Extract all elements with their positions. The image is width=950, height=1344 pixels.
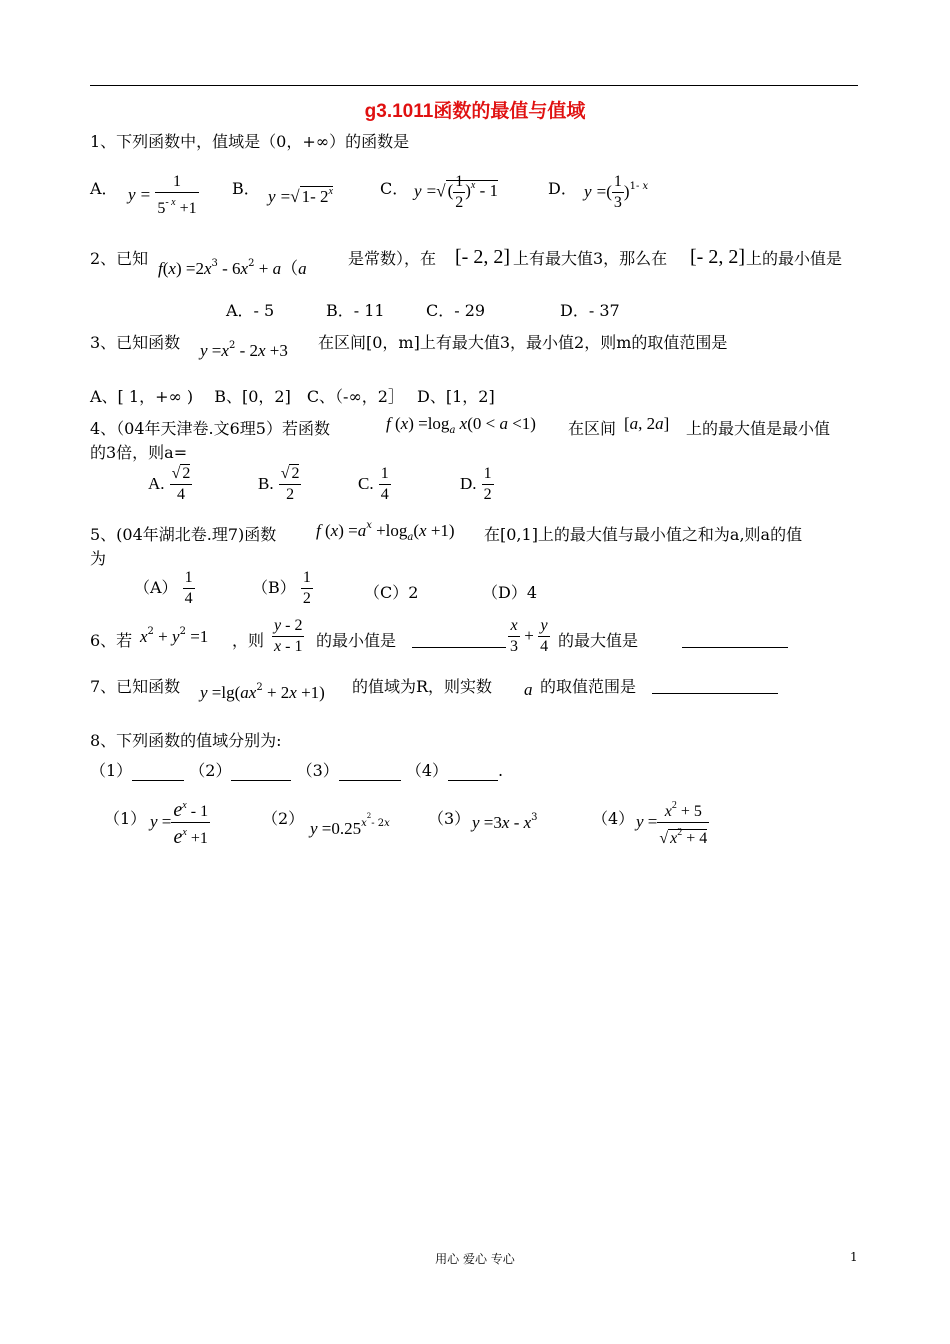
q3-options: A、[ 1，+∞ ) B、[0，2] C、（-∞，2］ D、[1，2] (90, 387, 495, 406)
q6-stem-b: ，则 (232, 631, 265, 650)
q7-stem-b: 的值域为R，则实数 (352, 677, 493, 696)
q4-option-a: A. $\frac{√ 2}{4}$ (148, 465, 191, 503)
q8-label-3: （3） (428, 809, 471, 828)
q5-option-c: （C）2 (364, 583, 419, 602)
q6-answer-blank-2[interactable] (682, 628, 788, 648)
q8-answer-blanks: （1） （2） （3） （4） . (90, 761, 504, 780)
q8-blank-1[interactable] (132, 761, 184, 781)
q5-option-d: （D）4 (482, 583, 538, 602)
q8-label-2: （2） (262, 809, 305, 828)
q1-option-a-formula: y = $\frac{1}{5^{- x} +1}$ (128, 173, 197, 217)
q3-stem-a: 3、已知函数 (90, 333, 181, 352)
q6-expression: $\frac{x}{3}$ + $\frac{y}{4}$ (510, 617, 549, 655)
q7-stem-c: 的取值范围是 (540, 677, 637, 696)
q6-stem-c: 的最小值是 (316, 631, 397, 650)
q4-function: f $(x) =\log_a$ x(0 < a <1) (386, 414, 536, 436)
q2-stem-d: 上的最小值是 (746, 249, 843, 268)
q5-option-b: （B） $\frac{1}{2}$ (252, 569, 311, 607)
q6-stem-d: 的最大值是 (558, 631, 639, 650)
q1-option-d-label: D． (548, 179, 577, 198)
q7-function: $y =\lg(ax^2 + 2x +1)$ (200, 682, 325, 702)
q2-stem-a: 2、已知 (90, 249, 149, 268)
q8-label-4: （4） (592, 809, 635, 828)
q7-stem-a: 7、已知函数 (90, 677, 181, 696)
q4-stem-b: 在区间 (568, 419, 617, 438)
q8-blank-4[interactable] (448, 761, 498, 781)
q8-blank-3[interactable] (339, 761, 401, 781)
q4-option-c: C. $\frac{1}{4}$ (358, 465, 389, 503)
q8-function-1: y = $\frac{e^x - 1}{e^x +1}$ (150, 796, 210, 849)
q3-function: $y =x^2 - 2x +3$ (200, 340, 288, 360)
q5-stem-b: 在[0,1]上的最大值与最小值之和为a,则a的值 (484, 525, 803, 544)
q1-option-c-label: C． (380, 179, 409, 198)
q4-option-b: B. $\frac{√ 2}{2}$ (258, 465, 300, 503)
q4-stem-a: 4、（04年天津卷.文6理5）若函数 (90, 419, 330, 438)
page-number: 1 (850, 1250, 858, 1264)
q8-blank-2[interactable] (231, 761, 291, 781)
q6-equation: $x^2 + y^2 =1$ (140, 626, 209, 646)
q5-stem-a: 5、(04年湖北卷.理7)函数 (90, 525, 277, 544)
q2-function: $f(x) =2x^3 - 6x^2 + a(a$ (158, 258, 307, 278)
q5-stem-c: 为 (90, 549, 107, 568)
q2-option-d: D．- 37 (560, 301, 620, 320)
q1-option-a-label: A． (90, 179, 118, 198)
q8-blank-label-3: （3） (296, 761, 339, 780)
q1-option-b-formula: y =√ 1- 2$^x$ (268, 186, 333, 206)
q8-label-1: （1） (104, 809, 147, 828)
q5-function: f $(x) =a^x +\log_a(x +1)$ (316, 520, 455, 543)
q8-stem: 8、下列函数的值域分别为: (90, 731, 282, 750)
header-rule (90, 85, 858, 86)
q8-blank-label-1: （1） (90, 761, 133, 780)
q2-option-b: B．- 11 (326, 301, 385, 320)
q8-blank-label-2: （2） (189, 761, 232, 780)
q2-interval-1: [- 2, 2] (455, 246, 510, 268)
page-footer: 用心 爱心 专心 (435, 1252, 515, 1266)
q7-answer-blank[interactable] (652, 674, 778, 694)
q1-stem: 1、下列函数中，值域是（0，+∞）的函数是 (90, 132, 410, 151)
q7-variable-a: a (524, 680, 533, 699)
q2-option-a: A．- 5 (226, 301, 275, 320)
q2-option-c: C．- 29 (426, 301, 486, 320)
q8-function-4: y = $\frac{x^2 + 5}{√ x^2 + 4}$ (636, 796, 709, 849)
q1-option-b-label: B． (232, 179, 260, 198)
q2-stem-c: 上有最大值3，那么在 (513, 249, 668, 268)
q6-fraction: $\frac{y - 2}{x - 1}$ (274, 617, 303, 655)
q6-answer-blank-1[interactable] (412, 628, 506, 648)
q8-function-3: $y =3x - x^3$ (472, 812, 538, 832)
q4-stem-d: 的3倍，则a= (90, 443, 188, 462)
q2-stem-b: 是常数），在 (348, 249, 437, 268)
q3-stem-b: 在区间[0，m]上有最大值3，最小值2，则m的取值范围是 (318, 333, 728, 352)
q4-option-d: D. $\frac{1}{2}$ (460, 465, 492, 503)
q4-interval: [a, 2a] (624, 414, 670, 433)
q8-blank-label-4: （4） (405, 761, 449, 780)
q1-option-c-formula: y =√ ( $\frac{1}{2}$ )$^x$ - 1 (414, 173, 499, 211)
q4-stem-c: 上的最大值是最小值 (686, 419, 831, 438)
q1-option-d-formula: y =( $\frac{1}{3}$ )$^{1- x}$ (584, 173, 649, 211)
q8-function-2: $y =0.25^{x^2- 2x}$ (310, 812, 390, 838)
q6-stem-a: 6、若 (90, 631, 133, 650)
q2-interval-2: [- 2, 2] (690, 246, 745, 268)
page-title: g3.1011函数的最值与值域 (364, 101, 586, 122)
q5-option-a: （A） $\frac{1}{4}$ (134, 569, 193, 607)
